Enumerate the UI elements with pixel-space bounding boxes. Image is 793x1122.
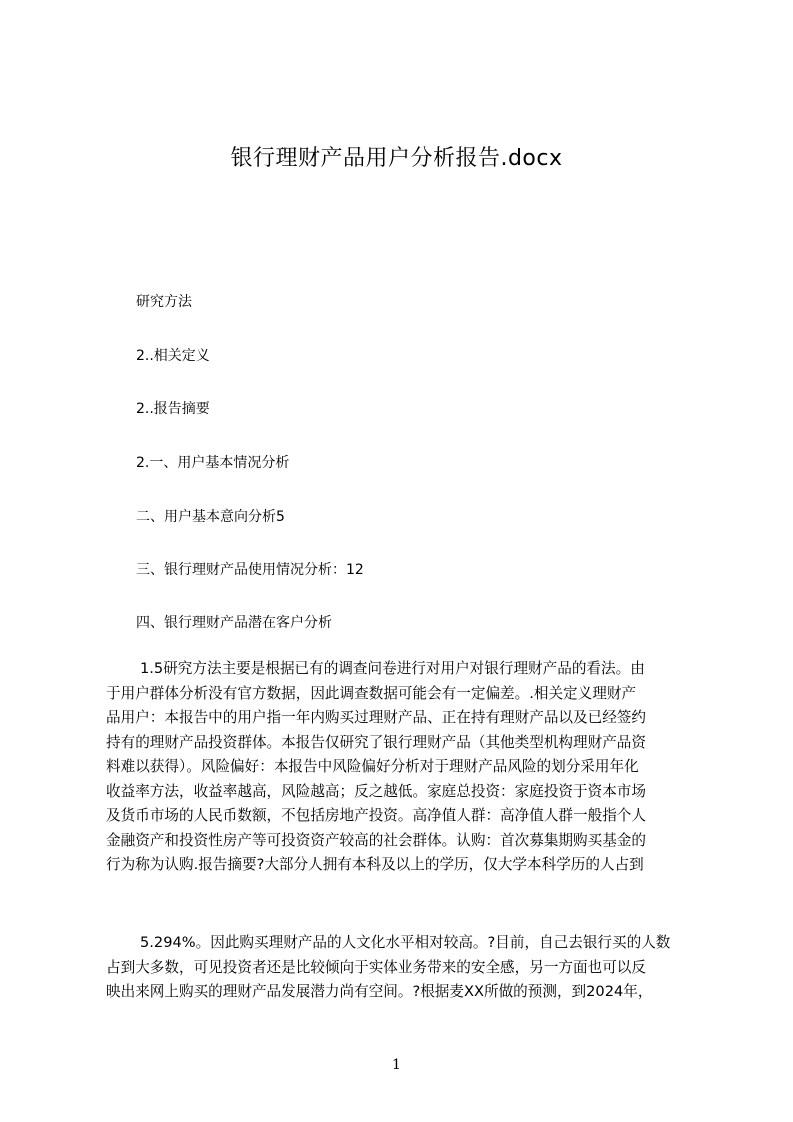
paragraph-line: 及货币市场的人民币数额，不包括房地产投资。高净值人群：高净值人群一般指个人 bbox=[106, 807, 646, 824]
paragraph-line: 映出来网上购买的理财产品发展潜力尚有空间。?根据麦XX所做的预测，到2024年， bbox=[106, 983, 653, 1000]
toc-item-definitions: 2..相关定义 bbox=[136, 348, 210, 364]
body-paragraph-1 bbox=[106, 657, 698, 878]
paragraph-line: 行为称为认购.报告摘要?大部分人拥有本科及以上的学历，仅大学本科学历的人占到 bbox=[106, 856, 644, 873]
toc-item-research-method: 研究方法 bbox=[136, 294, 192, 310]
paragraph-line: 持有的理财产品投资群体。本报告仅研究了银行理财产品（其他类型机构理财产品资 bbox=[106, 733, 646, 751]
paragraph-line: 1.5研究方法主要是根据已有的调查问卷进行对用户对银行理财产品的看法。由 bbox=[140, 660, 645, 677]
paragraph-line: 品用户：本报告中的用户指一年内购买过理财产品、正在持有理财产品以及已经签约 bbox=[106, 709, 646, 726]
toc-item-usage-analysis: 三、银行理财产品使用情况分析：12 bbox=[136, 562, 364, 578]
paragraph-line: 金融资产和投资性房产等可投资资产较高的社会群体。认购：首次募集期购买基金的 bbox=[106, 831, 646, 849]
page-number: 1 bbox=[392, 1057, 401, 1073]
paragraph-line: 占到大多数，可见投资者还是比较倾向于实体业务带来的安全感，另一方面也可以反 bbox=[106, 958, 646, 976]
toc-item-summary: 2..报告摘要 bbox=[136, 401, 210, 417]
document-title: 银行理财产品用户分析报告.docx bbox=[230, 146, 563, 171]
body-paragraph-2 bbox=[106, 931, 698, 1005]
paragraph-line: 收益率方法，收益率越高，风险越高；反之越低。家庭总投资：家庭投资于资本市场 bbox=[106, 782, 646, 800]
paragraph-line: 5.294%。因此购买理财产品的人文化水平相对较高。?目前，自己去银行买的人数 bbox=[140, 934, 671, 951]
paragraph-line: 料难以获得）。风险偏好：本报告中风险偏好分析对于理财产品风险的划分采用年化 bbox=[106, 758, 639, 775]
toc-item-user-basics: 2.一、用户基本情况分析 bbox=[136, 455, 290, 471]
toc-item-potential-customers: 四、银行理财产品潜在客户分析 bbox=[136, 615, 332, 631]
toc-item-user-intent: 二、用户基本意向分析5 bbox=[136, 509, 285, 525]
paragraph-line: 于用户群体分析没有官方数据，因此调查数据可能会有一定偏差。.相关定义理财产 bbox=[106, 684, 637, 702]
